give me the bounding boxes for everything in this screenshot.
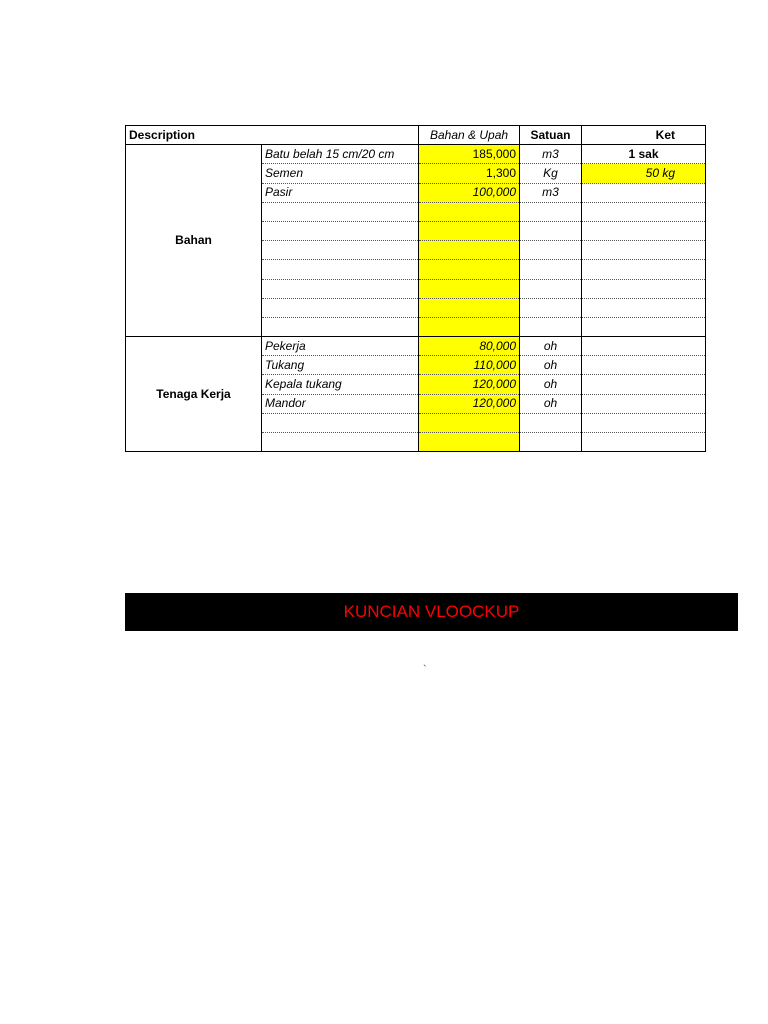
ket-cell[interactable] bbox=[582, 394, 706, 413]
unit-cell[interactable]: m3 bbox=[520, 183, 582, 202]
unit-cell[interactable]: oh bbox=[520, 375, 582, 394]
unit-cell[interactable] bbox=[520, 221, 582, 240]
ket-cell[interactable] bbox=[582, 202, 706, 221]
price-cell[interactable]: 120,000 bbox=[419, 375, 520, 394]
price-cell[interactable]: 185,000 bbox=[419, 145, 520, 164]
ket-cell[interactable] bbox=[582, 183, 706, 202]
ket-cell[interactable] bbox=[582, 260, 706, 279]
price-cell[interactable] bbox=[419, 241, 520, 260]
item-cell[interactable] bbox=[262, 260, 419, 279]
price-cell[interactable] bbox=[419, 413, 520, 432]
ket-cell[interactable] bbox=[582, 356, 706, 375]
price-cell[interactable] bbox=[419, 298, 520, 317]
price-table bbox=[125, 125, 706, 452]
item-cell[interactable]: Mandor bbox=[262, 394, 419, 413]
unit-cell[interactable] bbox=[520, 317, 582, 336]
ket-cell[interactable]: 50 kg bbox=[582, 164, 706, 183]
table-row bbox=[126, 145, 706, 164]
item-cell[interactable]: Batu belah 15 cm/20 cm bbox=[262, 145, 419, 164]
price-cell[interactable]: 120,000 bbox=[419, 394, 520, 413]
unit-cell[interactable] bbox=[520, 241, 582, 260]
unit-cell[interactable] bbox=[520, 260, 582, 279]
item-cell[interactable] bbox=[262, 241, 419, 260]
ket-cell[interactable] bbox=[582, 433, 706, 452]
unit-cell[interactable]: oh bbox=[520, 356, 582, 375]
item-cell[interactable]: Tukang bbox=[262, 356, 419, 375]
group-label-bahan[interactable]: Bahan bbox=[126, 145, 262, 337]
header-satuan[interactable]: Satuan bbox=[520, 126, 582, 145]
ket-cell[interactable] bbox=[582, 375, 706, 394]
price-cell[interactable] bbox=[419, 221, 520, 240]
price-cell[interactable] bbox=[419, 317, 520, 336]
unit-cell[interactable]: m3 bbox=[520, 145, 582, 164]
item-cell[interactable] bbox=[262, 433, 419, 452]
price-cell[interactable] bbox=[419, 202, 520, 221]
item-cell[interactable] bbox=[262, 279, 419, 298]
item-cell[interactable] bbox=[262, 221, 419, 240]
price-cell[interactable]: 1,300 bbox=[419, 164, 520, 183]
header-ket[interactable]: Ket bbox=[582, 126, 706, 145]
unit-cell[interactable]: Kg bbox=[520, 164, 582, 183]
table-row bbox=[126, 337, 706, 356]
header-bahan-upah[interactable]: Bahan & Upah bbox=[419, 126, 520, 145]
group-label-tenaga-kerja[interactable]: Tenaga Kerja bbox=[126, 337, 262, 452]
unit-cell[interactable] bbox=[520, 202, 582, 221]
unit-cell[interactable] bbox=[520, 413, 582, 432]
unit-cell[interactable] bbox=[520, 279, 582, 298]
ket-cell[interactable]: 1 sak bbox=[582, 145, 706, 164]
header-row bbox=[126, 126, 706, 145]
item-cell[interactable] bbox=[262, 298, 419, 317]
ket-cell[interactable] bbox=[582, 221, 706, 240]
stray-mark: ` bbox=[423, 664, 427, 676]
unit-cell[interactable]: oh bbox=[520, 394, 582, 413]
ket-cell[interactable] bbox=[582, 413, 706, 432]
price-table-region bbox=[125, 125, 676, 444]
price-cell[interactable]: 80,000 bbox=[419, 337, 520, 356]
header-description[interactable]: Description bbox=[126, 126, 419, 145]
item-cell[interactable]: Semen bbox=[262, 164, 419, 183]
ket-cell[interactable] bbox=[582, 241, 706, 260]
ket-cell[interactable] bbox=[582, 337, 706, 356]
unit-cell[interactable] bbox=[520, 298, 582, 317]
price-cell[interactable] bbox=[419, 260, 520, 279]
kuncian-banner: KUNCIAN VLOOCKUP bbox=[125, 593, 738, 631]
item-cell[interactable]: Pekerja bbox=[262, 337, 419, 356]
ket-cell[interactable] bbox=[582, 279, 706, 298]
price-cell[interactable]: 110,000 bbox=[419, 356, 520, 375]
unit-cell[interactable] bbox=[520, 433, 582, 452]
ket-cell[interactable] bbox=[582, 298, 706, 317]
item-cell[interactable] bbox=[262, 317, 419, 336]
item-cell[interactable] bbox=[262, 202, 419, 221]
price-cell[interactable] bbox=[419, 279, 520, 298]
price-cell[interactable] bbox=[419, 433, 520, 452]
ket-cell[interactable] bbox=[582, 317, 706, 336]
unit-cell[interactable]: oh bbox=[520, 337, 582, 356]
item-cell[interactable]: Pasir bbox=[262, 183, 419, 202]
item-cell[interactable]: Kepala tukang bbox=[262, 375, 419, 394]
price-cell[interactable]: 100,000 bbox=[419, 183, 520, 202]
item-cell[interactable] bbox=[262, 413, 419, 432]
